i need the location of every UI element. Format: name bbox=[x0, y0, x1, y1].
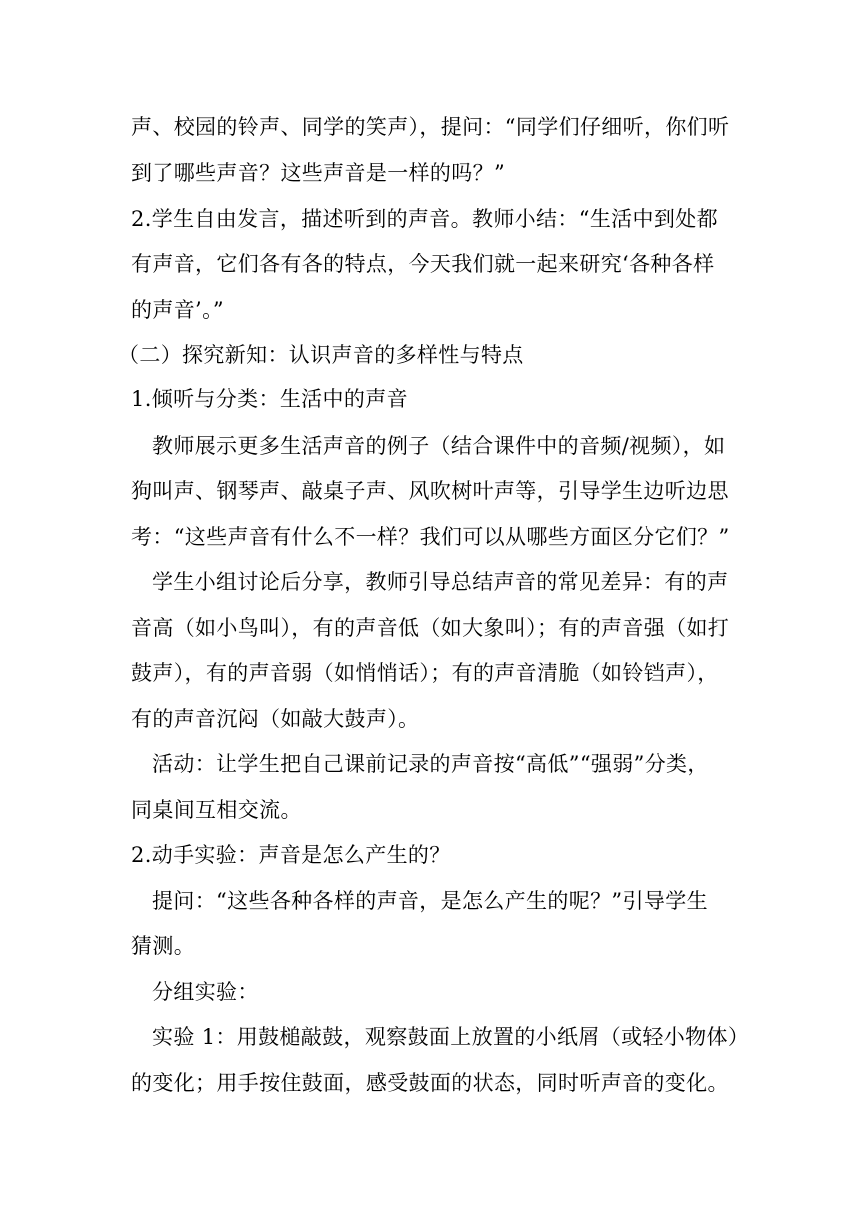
text-line: 有声音，它们各有各的特点，今天我们就一起来研究‘各种各样 bbox=[131, 252, 715, 276]
subsection-heading: 1.倾听与分类：生活中的声音 bbox=[131, 387, 408, 411]
text-line: 学生小组讨论后分享，教师引导总结声音的常见差异：有的声 bbox=[152, 570, 729, 594]
text-line: 实验 1：用鼓槌敲鼓，观察鼓面上放置的小纸屑（或轻小物体） bbox=[152, 1025, 750, 1049]
text-line: 2.学生自由发言，描述听到的声音。教师小结：“生活中到处都 bbox=[131, 207, 718, 231]
text-line: 狗叫声、钢琴声、敲桌子声、风吹树叶声等，引导学生边听边思 bbox=[131, 479, 729, 503]
text-line: 考：“这些声音有什么不一样？我们可以从哪些方面区分它们？” bbox=[131, 525, 730, 549]
text-line: 同桌间互相交流。 bbox=[131, 798, 302, 822]
subsection-heading: 2.动手实验：声音是怎么产生的？ bbox=[131, 843, 451, 867]
text-line: 猜测。 bbox=[131, 934, 196, 958]
text-line: 提问：“这些各种各样的声音，是怎么产生的呢？”引导学生 bbox=[152, 889, 708, 913]
text-line: 鼓声），有的声音弱（如悄悄话）；有的声音清脆（如铃铛声）， bbox=[131, 661, 719, 685]
text-line: 的变化；用手按住鼓面，感受鼓面的状态，同时听声音的变化。 bbox=[131, 1071, 729, 1095]
text-line: 到了哪些声音？这些声音是一样的吗？” bbox=[131, 161, 506, 185]
text-line: 音高（如小鸟叫），有的声音低（如大象叫）；有的声音强（如打 bbox=[131, 616, 730, 640]
text-line: 活动：让学生把自己课前记录的声音按“高低”“强弱”分类， bbox=[152, 752, 709, 776]
text-line: 教师展示更多生活声音的例子（结合课件中的音频/视频），如 bbox=[152, 434, 726, 458]
text-line: 声、校园的铃声、同学的笑声），提问：“同学们仔细听，你们听 bbox=[131, 115, 730, 139]
text-line: 分组实验： bbox=[152, 980, 259, 1004]
text-line: 的声音’。” bbox=[131, 298, 225, 322]
text-line: 有的声音沉闷（如敲大鼓声）。 bbox=[131, 707, 420, 731]
section-heading: （二）探究新知：认识声音的多样性与特点 bbox=[118, 343, 524, 367]
